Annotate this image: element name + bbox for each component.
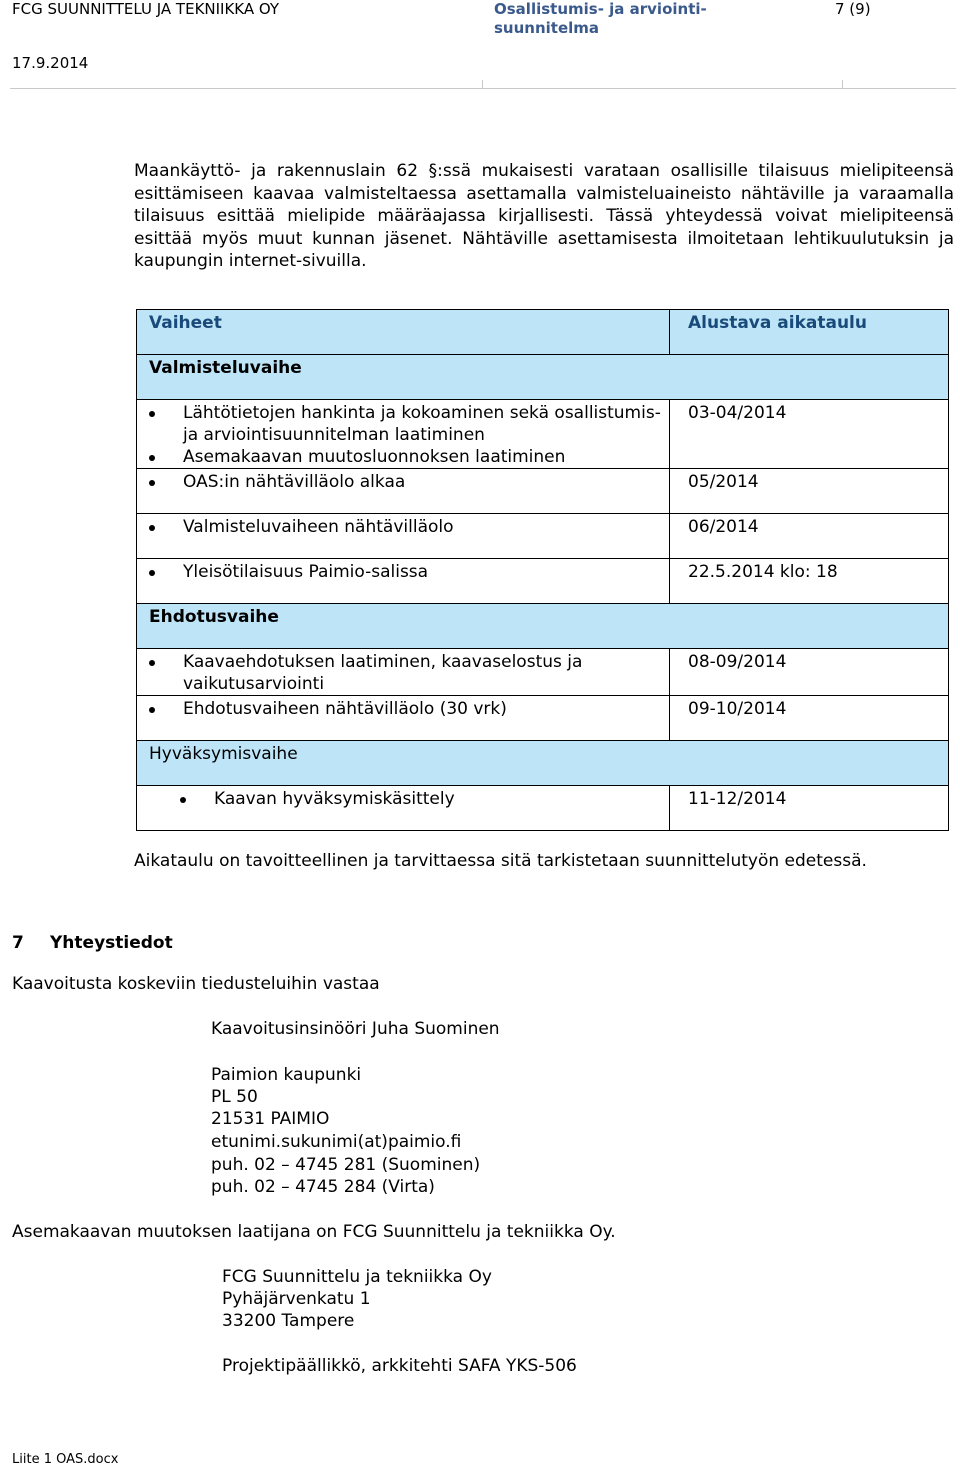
column-header-schedule: Alustava aikataulu	[670, 310, 949, 355]
consultant-intro: Asemakaavan muutoksen laatijana on FCG Suunnittelu ja tekniikka Oy.	[12, 1222, 616, 1242]
table-row	[137, 649, 949, 696]
project-manager: Projektipäällikkö, arkkitehti SAFA YKS-506	[222, 1356, 577, 1376]
phase-row-proposal	[137, 604, 949, 649]
contact-email: etunimi.sukunimi(at)paimio.fi	[211, 1132, 462, 1152]
bullet-icon	[149, 455, 155, 461]
phase-title: Valmisteluvaihe	[137, 355, 949, 400]
column-header-phases: Vaiheet	[137, 310, 670, 355]
header-organization: FCG SUUNNITTELU JA TEKNIIKKA OY	[12, 0, 280, 18]
table-header-row	[137, 310, 949, 355]
phase-title: Ehdotusvaihe	[137, 604, 949, 649]
schedule-item-date: 09-10/2014	[670, 696, 949, 741]
consultant-line: Pyhäjärvenkatu 1	[222, 1289, 371, 1309]
bullet-icon	[149, 525, 155, 531]
bullet-icon	[149, 570, 155, 576]
schedule-item-text: Valmisteluvaiheen nähtävilläolo	[183, 517, 454, 537]
schedule-item-text: Lähtötietojen hankinta ja kokoaminen sekä osallistumis- ja arviointisuunnitelman laatiminen	[183, 403, 661, 445]
schedule-item-text: Ehdotusvaiheen nähtävilläolo (30 vrk)	[183, 699, 507, 719]
phase-row-approval	[137, 741, 949, 786]
bullet-icon	[149, 707, 155, 713]
table-row	[137, 559, 949, 604]
schedule-item-text: Kaavan hyväksymiskäsittely	[214, 789, 455, 809]
phase-title: Hyväksymisvaihe	[137, 741, 949, 786]
schedule-item-date: 06/2014	[670, 514, 949, 559]
consultant-line: FCG Suunnittelu ja tekniikka Oy	[222, 1267, 492, 1287]
section-title: Yhteystiedot	[50, 933, 173, 953]
bullet-icon	[149, 480, 155, 486]
table-row	[137, 514, 949, 559]
schedule-item	[137, 559, 670, 604]
schedule-item-date: 05/2014	[670, 469, 949, 514]
contact-phone: puh. 02 – 4745 284 (Virta)	[211, 1177, 435, 1197]
table-row	[137, 400, 949, 469]
schedule-item-date: 08-09/2014	[670, 649, 949, 696]
schedule-table	[136, 309, 949, 831]
section-heading	[12, 933, 173, 953]
contact-line: Paimion kaupunki	[211, 1065, 362, 1085]
section-number: 7	[12, 933, 24, 953]
contact-line: 21531 PAIMIO	[211, 1109, 330, 1129]
schedule-item-date: 22.5.2014 klo: 18	[670, 559, 949, 604]
header-date: 17.9.2014	[12, 54, 89, 72]
contact-phone: puh. 02 – 4745 281 (Suominen)	[211, 1155, 481, 1175]
schedule-item	[137, 786, 670, 831]
header-document-title: Osallistumis- ja arviointi-suunnitelma	[494, 0, 707, 37]
bullet-icon	[149, 660, 155, 666]
phase-row-preparation	[137, 355, 949, 400]
contact-name: Kaavoitusinsinööri Juha Suominen	[211, 1019, 500, 1039]
schedule-item-text: Kaavaehdotuksen laatiminen, kaavaselostus ja vaikutusarviointi	[183, 652, 583, 694]
header-divider	[10, 88, 956, 89]
schedule-item-date: 03-04/2014	[670, 400, 949, 469]
table-row	[137, 696, 949, 741]
schedule-item	[137, 696, 670, 741]
table-row	[137, 786, 949, 831]
bullet-icon	[180, 797, 186, 803]
header-divider-tick	[482, 80, 483, 88]
header-page-number: 7 (9)	[835, 0, 871, 18]
schedule-item	[137, 469, 670, 514]
schedule-item	[137, 514, 670, 559]
bullet-icon	[149, 411, 155, 417]
schedule-subitem	[183, 446, 663, 468]
schedule-note: Aikataulu on tavoitteellinen ja tarvittaessa sitä tarkistetaan suunnittelutyön edetessä.	[134, 851, 867, 871]
schedule-item	[137, 649, 670, 696]
schedule-item-text: OAS:in nähtävilläolo alkaa	[183, 472, 406, 492]
schedule-item	[137, 400, 670, 469]
header-divider-tick	[842, 80, 843, 88]
contact-intro: Kaavoitusta koskeviin tiedusteluihin vastaa	[12, 974, 380, 994]
table-row	[137, 469, 949, 514]
intro-paragraph: Maankäyttö- ja rakennuslain 62 §:ssä mukaisesti varataan osallisille tilaisuus mielipiteensä esittämiseen kaavaa valmisteltaessa asettamalla valmisteluaineisto nähtäville ja varaamalla tilaisuus esittää mielipide määräajassa kirjallisesti. Tässä yhteydessä voivat mielipiteensä esittää myös muut kunnan jäsenet. Nähtäville asettamisesta ilmoitetaan lehtikuulutuksin ja kaupungin internet-sivuilla.	[134, 161, 954, 271]
contact-line: PL 50	[211, 1087, 258, 1107]
consultant-line: 33200 Tampere	[222, 1311, 355, 1331]
schedule-item-text: Yleisötilaisuus Paimio-salissa	[183, 562, 429, 582]
footer-filename: Liite 1 OAS.docx	[12, 1452, 119, 1467]
schedule-item-date: 11-12/2014	[670, 786, 949, 831]
schedule-item-text: Asemakaavan muutosluonnoksen laatiminen	[183, 447, 566, 467]
